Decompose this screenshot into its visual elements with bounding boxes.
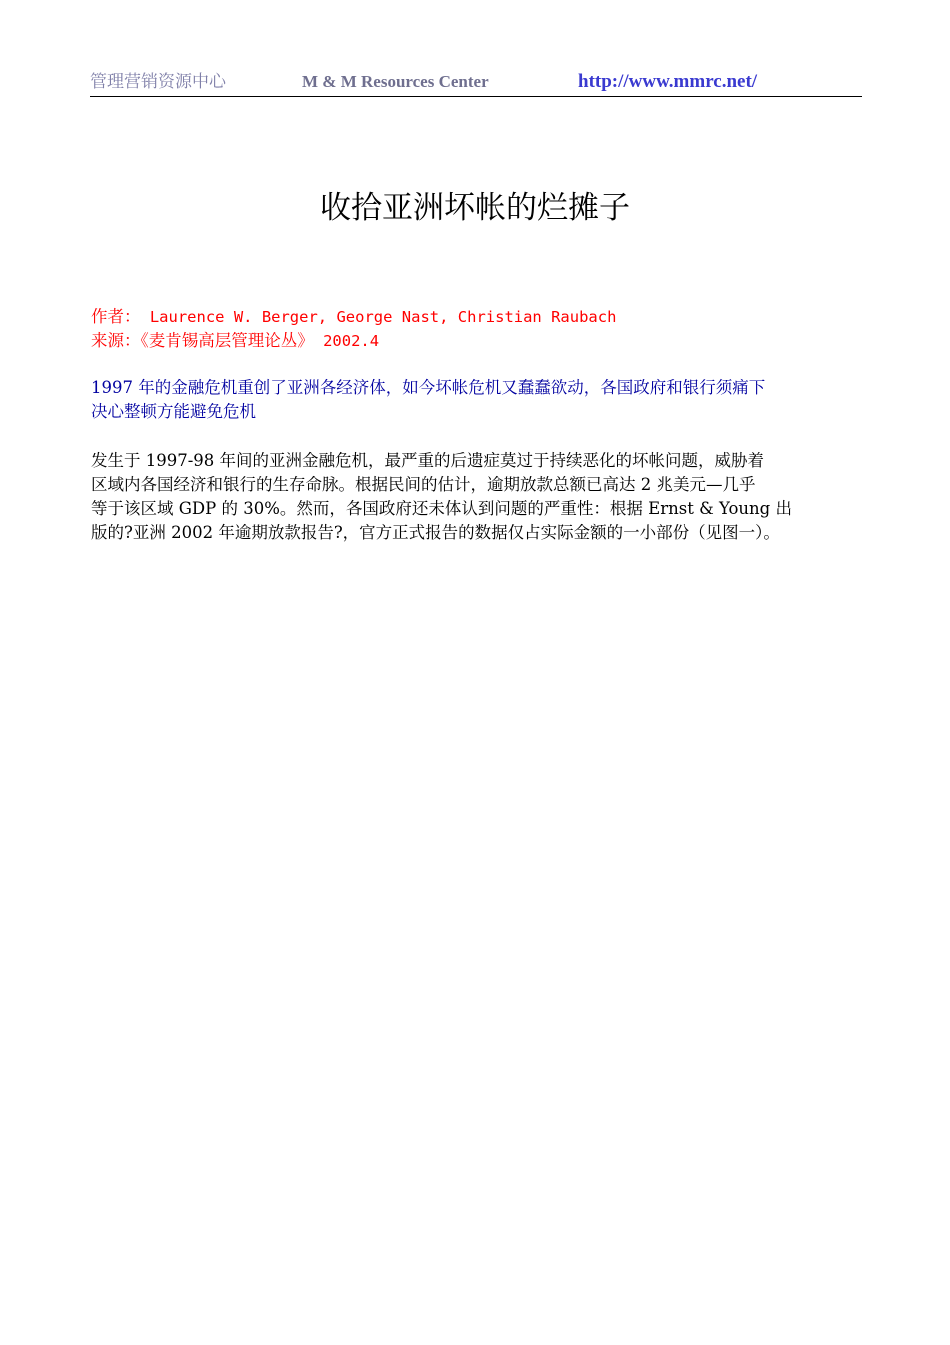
article-title: 收拾亚洲坏帐的烂摊子 [320,190,630,226]
source-label: 来源： [91,331,141,350]
body-line: 区域内各国经济和银行的生存命脉。根据民间的估计，逾期放款总额已高达 2 兆美元—几乎 [91,475,756,494]
body-line: 版的?亚洲 2002 年逾期放款报告?，官方正式报告的数据仅占实际金额的一小部份（见图一）。 [91,523,780,542]
header-org-name-cn: 管理营销资源中心 [90,72,226,92]
article-lead [91,376,863,424]
source-issue: 2002.4 [313,332,380,350]
header-url-link[interactable]: http://www.mmrc.net/ [578,71,758,92]
source-title: 《麦肯锡高层管理论丛》 [140,331,314,350]
article-body [91,449,863,545]
article-meta [91,305,871,353]
source-line [91,329,871,353]
body-line: 发生于 1997-98 年间的亚洲金融危机，最严重的后遗症莫过于持续恶化的坏帐问题，威胁着 [91,451,765,470]
author-label: 作者： [91,307,141,326]
header-org-name-en: M & M Resources Center [302,72,489,91]
page-header [90,70,862,97]
lead-line: 决心整顿方能避免危机 [91,402,256,421]
body-line: 等于该区域 GDP 的 30%。然而，各国政府还未体认到问题的严重性：根据 Ernst & Young 出 [91,499,792,518]
author-line [91,305,871,329]
author-names: Laurence W. Berger, George Nast, Christian Raubach [140,308,617,326]
lead-line: 1997 年的金融危机重创了亚洲各经济体，如今坏帐危机又蠢蠢欲动，各国政府和银行须痛下 [91,378,766,397]
